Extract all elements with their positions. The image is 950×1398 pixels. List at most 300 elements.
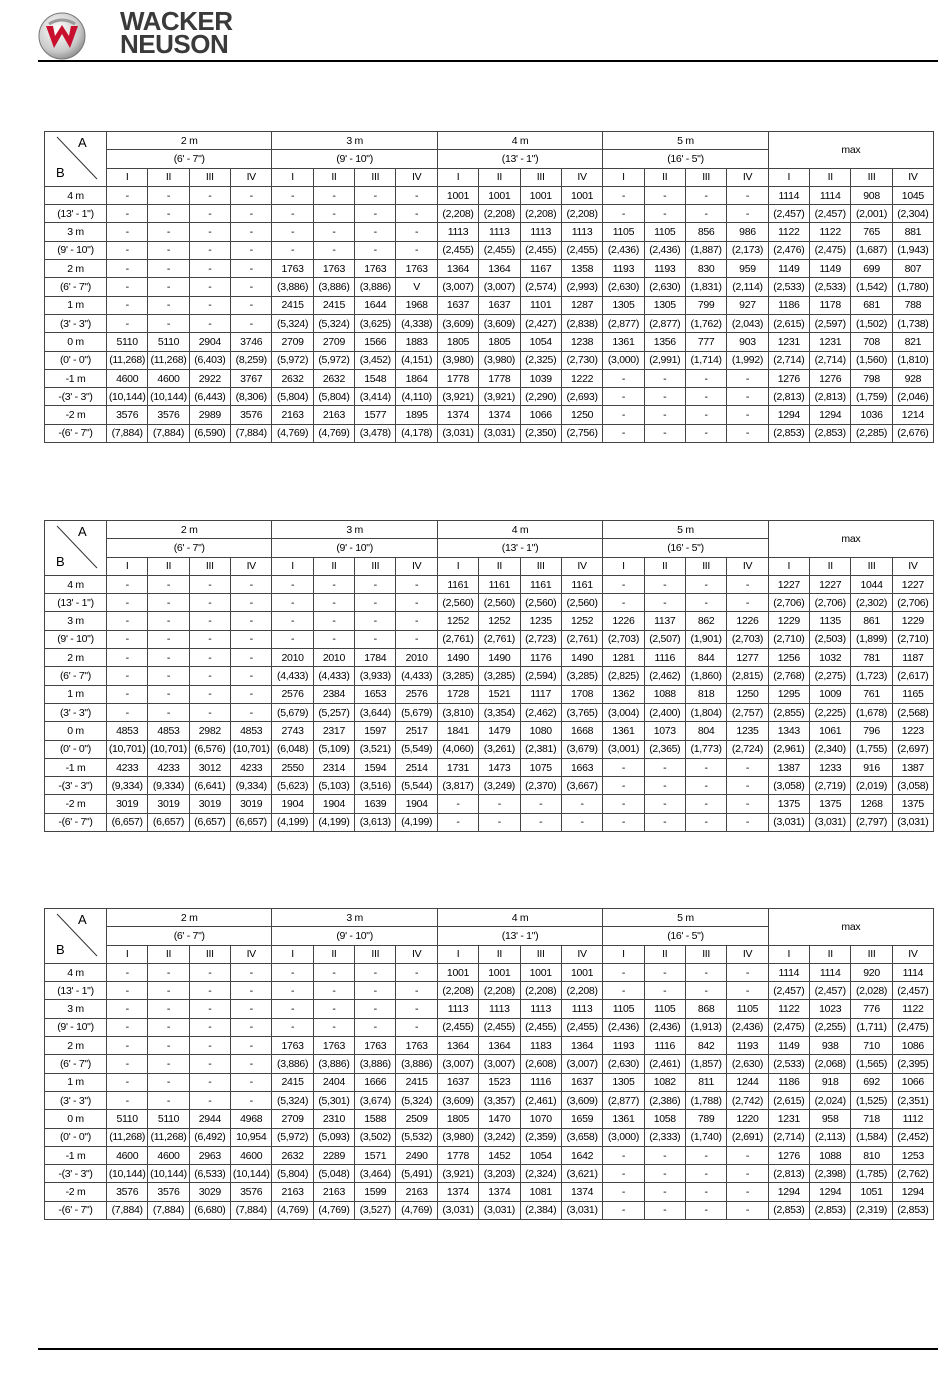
col-group-ft: (13' - 1") xyxy=(437,539,602,557)
table-cell: 5110 xyxy=(107,1110,148,1128)
table-cell: - xyxy=(603,795,644,813)
load-table-2 xyxy=(44,520,934,832)
table-cell: (2,381) xyxy=(520,740,561,758)
table-cell: - xyxy=(313,594,354,612)
table-row xyxy=(45,186,934,204)
table-cell: - xyxy=(396,594,437,612)
header-row-meters xyxy=(45,132,934,150)
table-cell: 958 xyxy=(810,1110,851,1128)
table-cell: 938 xyxy=(810,1037,851,1055)
row-label: 4 m xyxy=(45,963,107,981)
table-cell: - xyxy=(727,777,768,795)
table-cell: (3,921) xyxy=(479,388,520,406)
table-cell: (2,302) xyxy=(851,594,892,612)
corner-label-b: B xyxy=(56,554,65,569)
col-group-m: 5 m xyxy=(603,132,768,150)
page-header xyxy=(38,8,938,62)
table-cell: - xyxy=(231,278,272,296)
table-cell: 1256 xyxy=(768,649,809,667)
header-row-sub xyxy=(45,557,934,575)
table-cell: 1001 xyxy=(520,186,561,204)
table-cell: (2,225) xyxy=(810,703,851,721)
table-cell: (2,019) xyxy=(851,777,892,795)
table-cell: - xyxy=(355,241,396,259)
table-cell: 1294 xyxy=(768,1183,809,1201)
table-cell: - xyxy=(727,594,768,612)
row-label: -(6' - 7") xyxy=(45,424,107,442)
row-label: -1 m xyxy=(45,369,107,387)
table-cell: 1666 xyxy=(355,1073,396,1091)
table-cell: 1642 xyxy=(561,1146,602,1164)
table-cell: - xyxy=(603,1165,644,1183)
table-cell: (2,436) xyxy=(727,1018,768,1036)
row-label: (13' - 1") xyxy=(45,205,107,223)
col-sub-label: I xyxy=(437,945,478,963)
table-row xyxy=(45,795,934,813)
table-cell: 1361 xyxy=(603,722,644,740)
table-cell: 798 xyxy=(851,369,892,387)
table-cell: 1088 xyxy=(644,685,685,703)
table-cell: - xyxy=(107,1018,148,1036)
table-cell: 1490 xyxy=(479,649,520,667)
table-cell: (5,623) xyxy=(272,777,313,795)
table-row xyxy=(45,963,934,981)
table-cell: 1227 xyxy=(892,575,933,593)
table-cell: 3019 xyxy=(231,795,272,813)
table-row xyxy=(45,722,934,740)
corner-label-a: A xyxy=(78,135,87,150)
col-sub-label: II xyxy=(313,168,354,186)
table-cell: 1571 xyxy=(355,1146,396,1164)
table-cell: - xyxy=(231,963,272,981)
col-sub-label: II xyxy=(810,945,851,963)
table-cell: 918 xyxy=(810,1073,851,1091)
table-cell: 1227 xyxy=(768,575,809,593)
table-cell: 1521 xyxy=(479,685,520,703)
table-cell: (3,031) xyxy=(479,1201,520,1219)
row-label: (3' - 3") xyxy=(45,314,107,332)
table-cell: - xyxy=(189,1037,230,1055)
table-cell: 1473 xyxy=(479,758,520,776)
table-cell: - xyxy=(396,963,437,981)
col-group-m: 3 m xyxy=(272,909,437,927)
table-cell: - xyxy=(231,296,272,314)
col-sub-label: II xyxy=(644,945,685,963)
col-sub-label: I xyxy=(437,168,478,186)
table-cell: (4,433) xyxy=(396,667,437,685)
table-cell: 1250 xyxy=(727,685,768,703)
table-cell: (5,324) xyxy=(272,314,313,332)
table-cell: (7,884) xyxy=(107,1201,148,1219)
table-cell: (10,144) xyxy=(148,388,189,406)
table-cell: - xyxy=(272,630,313,648)
table-cell: - xyxy=(355,982,396,1000)
table-cell: (1,887) xyxy=(685,241,726,259)
col-sub-label: IV xyxy=(231,557,272,575)
table-cell: 1597 xyxy=(355,722,396,740)
table-cell: (2,877) xyxy=(603,1091,644,1109)
table-row xyxy=(45,630,934,648)
table-cell: - xyxy=(189,963,230,981)
table-cell: 2314 xyxy=(313,758,354,776)
table-cell: 2944 xyxy=(189,1110,230,1128)
table-cell: (5,257) xyxy=(313,703,354,721)
table-cell: - xyxy=(603,388,644,406)
table-row xyxy=(45,813,934,831)
table-cell: (3,527) xyxy=(355,1201,396,1219)
table-cell: (1,502) xyxy=(851,314,892,332)
table-cell: 1904 xyxy=(272,795,313,813)
row-label: 0 m xyxy=(45,333,107,351)
brand-wordmark xyxy=(120,6,233,59)
table-cell: (5,972) xyxy=(272,1128,313,1146)
table-cell: 1122 xyxy=(768,1000,809,1018)
table-cell: - xyxy=(272,612,313,630)
table-cell: 2517 xyxy=(396,722,437,740)
corner-cell xyxy=(45,909,107,964)
table-cell: (4,769) xyxy=(396,1201,437,1219)
table-cell: (4,151) xyxy=(396,351,437,369)
table-cell: (3,886) xyxy=(272,1055,313,1073)
table-cell: 4600 xyxy=(107,1146,148,1164)
col-sub-label: IV xyxy=(561,168,602,186)
table-cell: (2,877) xyxy=(644,314,685,332)
table-cell: 1763 xyxy=(396,1037,437,1055)
table-row xyxy=(45,1073,934,1091)
table-cell: - xyxy=(644,777,685,795)
table-cell: 830 xyxy=(685,260,726,278)
table-cell: - xyxy=(603,1146,644,1164)
table-cell: 1470 xyxy=(479,1110,520,1128)
table-cell: (10,144) xyxy=(107,1165,148,1183)
table-cell: 799 xyxy=(685,296,726,314)
table-cell: - xyxy=(355,612,396,630)
row-label: -2 m xyxy=(45,1183,107,1201)
table-cell: - xyxy=(107,630,148,648)
table-cell: 1490 xyxy=(561,649,602,667)
table-cell: (3,031) xyxy=(810,813,851,831)
table-cell: (2,024) xyxy=(810,1091,851,1109)
table-cell: (1,565) xyxy=(851,1055,892,1073)
col-sub-label: I xyxy=(603,557,644,575)
table-cell: 761 xyxy=(851,685,892,703)
table-cell: 959 xyxy=(727,260,768,278)
table-cell: (3,285) xyxy=(561,667,602,685)
table-cell: (2,710) xyxy=(768,630,809,648)
table-cell: - xyxy=(727,758,768,776)
table-cell: (2,714) xyxy=(768,351,809,369)
table-cell: - xyxy=(727,424,768,442)
table-cell: 1186 xyxy=(768,296,809,314)
table-cell: 2904 xyxy=(189,333,230,351)
col-sub-label: III xyxy=(355,557,396,575)
table-cell: - xyxy=(107,278,148,296)
table-cell: - xyxy=(148,314,189,332)
table-cell: (2,475) xyxy=(810,241,851,259)
table-cell: (2,714) xyxy=(768,1128,809,1146)
table-cell: 1044 xyxy=(851,575,892,593)
table-cell: 1114 xyxy=(768,186,809,204)
table-cell: 777 xyxy=(685,333,726,351)
brand-line-2: NEUSON xyxy=(120,29,229,59)
table-cell: 1122 xyxy=(810,223,851,241)
table-cell: (2,838) xyxy=(561,314,602,332)
col-group-m: 3 m xyxy=(272,132,437,150)
table-row xyxy=(45,369,934,387)
table-cell: (3,980) xyxy=(437,351,478,369)
table-cell: 1105 xyxy=(644,223,685,241)
table-cell: 1080 xyxy=(520,722,561,740)
table-cell: (2,503) xyxy=(810,630,851,648)
table-cell: - xyxy=(107,703,148,721)
table-cell: - xyxy=(231,223,272,241)
col-sub-label: III xyxy=(520,557,561,575)
table-cell: 2415 xyxy=(272,1073,313,1091)
table-cell: 1387 xyxy=(892,758,933,776)
table-cell: 1250 xyxy=(561,406,602,424)
table-cell: 1061 xyxy=(810,722,851,740)
table-cell: (2,028) xyxy=(851,982,892,1000)
table-cell: (2,275) xyxy=(810,667,851,685)
table-cell: 1231 xyxy=(768,1110,809,1128)
table-cell: (5,103) xyxy=(313,777,354,795)
table-cell: (2,208) xyxy=(520,205,561,223)
table-cell: (2,046) xyxy=(892,388,933,406)
table-cell: (5,544) xyxy=(396,777,437,795)
table-cell: (2,961) xyxy=(768,740,809,758)
table-cell: (3,464) xyxy=(355,1165,396,1183)
table-cell: - xyxy=(727,369,768,387)
table-cell: 1009 xyxy=(810,685,851,703)
table-cell: - xyxy=(313,241,354,259)
table-cell: - xyxy=(148,982,189,1000)
table-cell: (6,641) xyxy=(189,777,230,795)
table-cell: - xyxy=(603,575,644,593)
col-sub-label: III xyxy=(851,168,892,186)
table-cell: 1081 xyxy=(520,1183,561,1201)
table-cell: 1277 xyxy=(727,649,768,667)
table-cell: (2,400) xyxy=(644,703,685,721)
col-sub-label: I xyxy=(272,557,313,575)
table-cell: (2,560) xyxy=(561,594,602,612)
table-cell: - xyxy=(189,223,230,241)
table-cell: 1222 xyxy=(561,369,602,387)
table-cell: 1066 xyxy=(892,1073,933,1091)
table-cell: (2,533) xyxy=(768,1055,809,1073)
table-cell: (3,285) xyxy=(437,667,478,685)
table-cell: (2,359) xyxy=(520,1128,561,1146)
table-cell: 2384 xyxy=(313,685,354,703)
table-cell: (11,268) xyxy=(107,351,148,369)
table-cell: (3,007) xyxy=(479,1055,520,1073)
header-row-sub xyxy=(45,168,934,186)
table-cell: - xyxy=(396,630,437,648)
table-cell: 1358 xyxy=(561,260,602,278)
table-cell: (3,933) xyxy=(355,667,396,685)
table-cell: - xyxy=(313,186,354,204)
table-cell: - xyxy=(644,406,685,424)
table-cell: 1223 xyxy=(892,722,933,740)
table-cell: (2,756) xyxy=(561,424,602,442)
col-sub-label: IV xyxy=(231,945,272,963)
table-cell: - xyxy=(148,594,189,612)
table-cell: 1763 xyxy=(313,260,354,278)
table-cell: 1784 xyxy=(355,649,396,667)
row-label: (13' - 1") xyxy=(45,982,107,1000)
table-cell: - xyxy=(189,594,230,612)
table-cell: - xyxy=(520,813,561,831)
corner-label-a: A xyxy=(78,912,87,927)
table-cell: - xyxy=(355,1000,396,1018)
table-cell: - xyxy=(355,594,396,612)
table-row xyxy=(45,1091,934,1109)
row-label: 2 m xyxy=(45,260,107,278)
table-cell: (2,436) xyxy=(603,241,644,259)
table-cell: (2,630) xyxy=(644,278,685,296)
table-cell: - xyxy=(189,1055,230,1073)
table-cell: (2,615) xyxy=(768,314,809,332)
table-cell: (1,560) xyxy=(851,351,892,369)
table-cell: - xyxy=(396,1000,437,1018)
table-cell: (7,884) xyxy=(231,424,272,442)
table-cell: - xyxy=(685,777,726,795)
table-cell: (3,357) xyxy=(479,1091,520,1109)
table-cell: 3019 xyxy=(107,795,148,813)
table-cell: (1,584) xyxy=(851,1128,892,1146)
row-label: 3 m xyxy=(45,612,107,630)
col-sub-label: II xyxy=(810,168,851,186)
table-cell: - xyxy=(231,982,272,1000)
table-cell: (3,203) xyxy=(479,1165,520,1183)
table-cell: 1193 xyxy=(603,1037,644,1055)
col-group-m: 2 m xyxy=(107,132,272,150)
table-cell: (2,991) xyxy=(644,351,685,369)
table-cell: (3,609) xyxy=(479,314,520,332)
row-label: (0' - 0") xyxy=(45,740,107,758)
table-cell: (9,334) xyxy=(231,777,272,795)
table-cell: - xyxy=(272,1018,313,1036)
table-cell: 1374 xyxy=(561,1183,602,1201)
table-cell: 1105 xyxy=(603,1000,644,1018)
table-cell: 1639 xyxy=(355,795,396,813)
col-sub-label: III xyxy=(520,168,561,186)
table-cell: 2163 xyxy=(272,406,313,424)
table-cell: 2509 xyxy=(396,1110,437,1128)
table-cell: - xyxy=(189,1000,230,1018)
table-cell: 1244 xyxy=(727,1073,768,1091)
col-sub-label: III xyxy=(520,945,561,963)
table-row xyxy=(45,667,934,685)
table-cell: - xyxy=(685,205,726,223)
table-cell: 1054 xyxy=(520,333,561,351)
table-cell: (5,804) xyxy=(272,1165,313,1183)
col-sub-label: I xyxy=(603,945,644,963)
col-sub-label: I xyxy=(768,557,809,575)
table-cell: 861 xyxy=(851,612,892,630)
col-group-ft: (9' - 10") xyxy=(272,539,437,557)
row-label: 1 m xyxy=(45,1073,107,1091)
table-row xyxy=(45,1000,934,1018)
table-row xyxy=(45,612,934,630)
table-cell: (1,711) xyxy=(851,1018,892,1036)
col-sub-label: III xyxy=(851,945,892,963)
table-cell: 1577 xyxy=(355,406,396,424)
table-cell: - xyxy=(231,1018,272,1036)
table-cell: 1566 xyxy=(355,333,396,351)
row-label: (0' - 0") xyxy=(45,1128,107,1146)
table-cell: (2,853) xyxy=(810,424,851,442)
table-cell: (2,723) xyxy=(520,630,561,648)
table-cell: 2922 xyxy=(189,369,230,387)
table-cell: (3,414) xyxy=(355,388,396,406)
table-cell: (2,797) xyxy=(851,813,892,831)
table-row xyxy=(45,1146,934,1164)
table-cell: (2,630) xyxy=(603,1055,644,1073)
table-cell: 1226 xyxy=(727,612,768,630)
col-group-ft: (16' - 5") xyxy=(603,150,768,168)
table-cell: (5,093) xyxy=(313,1128,354,1146)
col-sub-label: III xyxy=(355,168,396,186)
table-cell: 2317 xyxy=(313,722,354,740)
table-cell: 1361 xyxy=(603,333,644,351)
table-cell: (2,461) xyxy=(644,1055,685,1073)
table-cell: 1276 xyxy=(810,369,851,387)
row-label: 1 m xyxy=(45,296,107,314)
table-cell: (3,667) xyxy=(561,777,602,795)
table-cell: - xyxy=(727,1165,768,1183)
table-cell: (2,208) xyxy=(561,982,602,1000)
table-cell: 1112 xyxy=(892,1110,933,1128)
col-sub-label: III xyxy=(851,557,892,575)
table-cell: - xyxy=(603,813,644,831)
table-cell: 1281 xyxy=(603,649,644,667)
table-cell: 3019 xyxy=(148,795,189,813)
table-cell: (2,114) xyxy=(727,278,768,296)
load-table-3 xyxy=(44,908,934,1220)
table-cell: (1,714) xyxy=(685,351,726,369)
table-cell: - xyxy=(355,205,396,223)
table-cell: (3,516) xyxy=(355,777,396,795)
table-cell: - xyxy=(396,982,437,1000)
table-cell: (5,972) xyxy=(313,351,354,369)
table-cell: - xyxy=(148,260,189,278)
table-cell: 1114 xyxy=(768,963,809,981)
col-group-m: 5 m xyxy=(603,521,768,539)
table-cell: - xyxy=(148,1055,189,1073)
col-sub-label: I xyxy=(437,557,478,575)
table-cell: - xyxy=(644,813,685,831)
table-cell: - xyxy=(644,424,685,442)
row-label: (6' - 7") xyxy=(45,1055,107,1073)
table-cell: - xyxy=(148,575,189,593)
table-cell: 2490 xyxy=(396,1146,437,1164)
table-cell: 2576 xyxy=(396,685,437,703)
table-cell: (6,657) xyxy=(148,813,189,831)
table-cell: 1187 xyxy=(892,649,933,667)
table-cell: - xyxy=(685,982,726,1000)
row-label: (9' - 10") xyxy=(45,630,107,648)
table-cell: (2,455) xyxy=(437,241,478,259)
col-sub-label: III xyxy=(355,945,396,963)
col-group-max: max xyxy=(768,132,933,169)
table-cell: (2,742) xyxy=(727,1091,768,1109)
col-sub-label: IV xyxy=(727,945,768,963)
table-cell: (3,058) xyxy=(892,777,933,795)
table-cell: 1253 xyxy=(892,1146,933,1164)
table-cell: (4,060) xyxy=(437,740,478,758)
table-cell: (2,304) xyxy=(892,205,933,223)
col-group-m: 4 m xyxy=(437,132,602,150)
